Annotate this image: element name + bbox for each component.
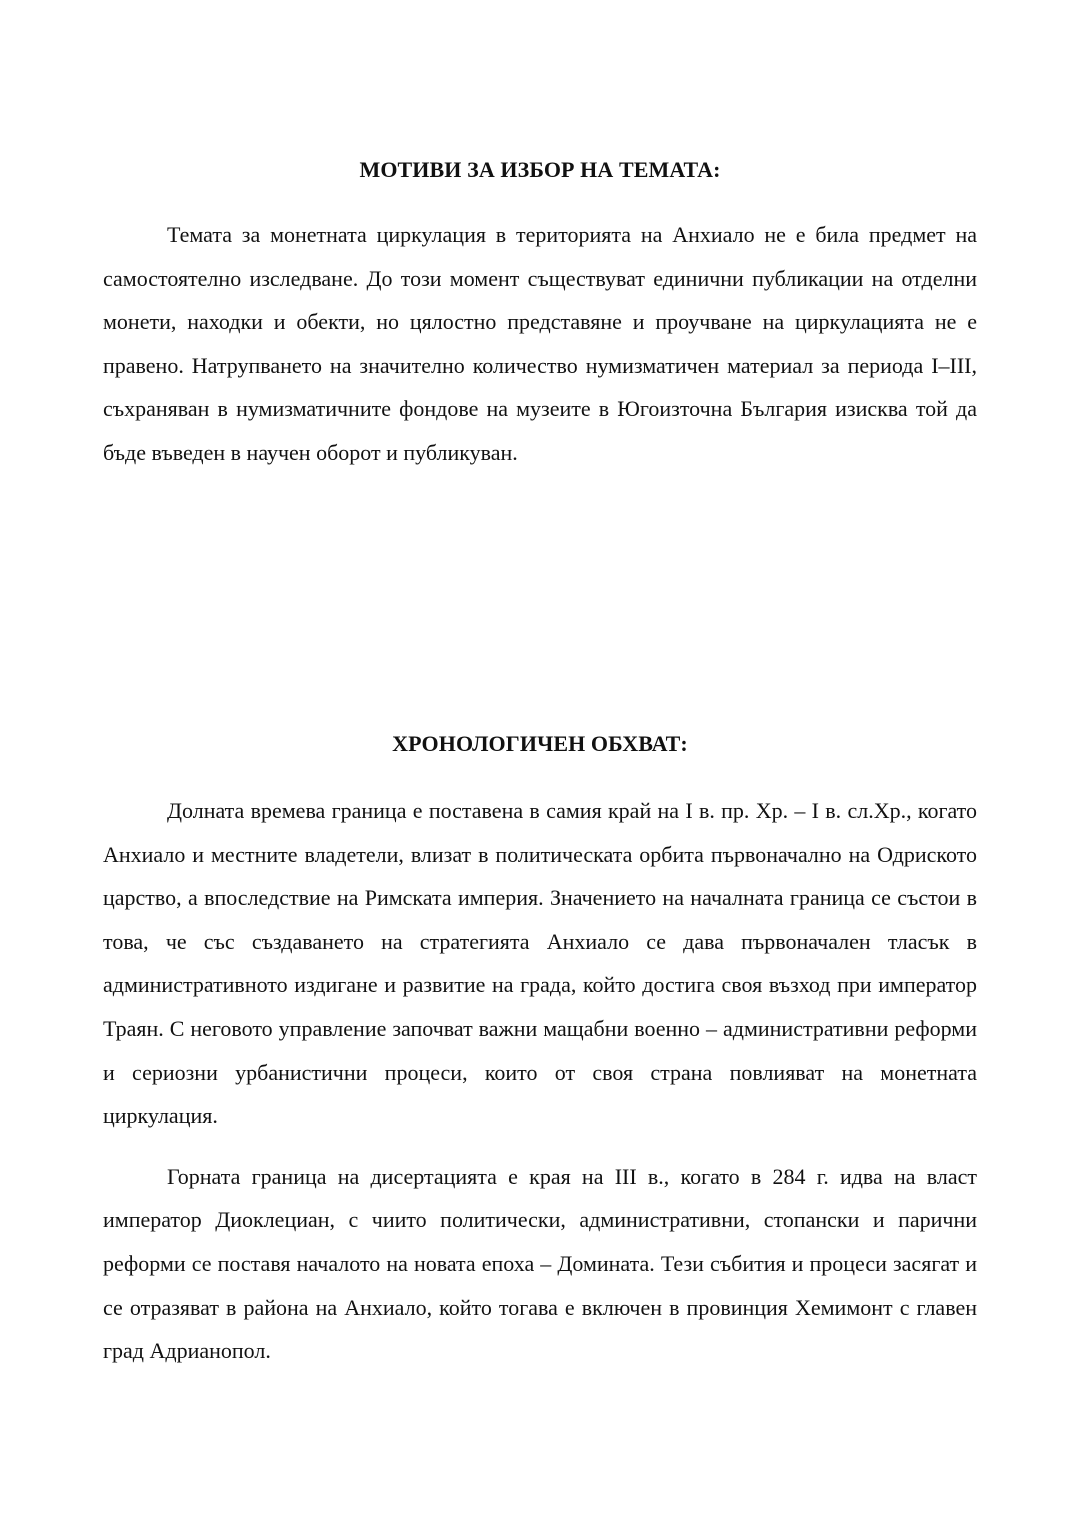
section-heading: МОТИВИ ЗА ИЗБОР НА ТЕМАТА:	[359, 157, 721, 182]
section-motives	[103, 154, 977, 475]
body-paragraph: Долната времева граница е поставена в самия край на I в. пр. Хр. – I в. сл.Хр., когато Анхиало и местните владетели, влизат в политическата орбита първоначално на Одриското царство, а впоследствие на Римската империя. Значението на началната граница се състои в това, че със създаването на стратегията Анхиало се дава първоначален тласък в административното издигане и развитие на града, който достига своя възход при император Траян. С неговото управление започват важни мащабни военно – административни реформи и сериозни урбанистични процеси, които от своя страна повлияват на монетната циркулация.	[103, 798, 977, 1129]
section-heading: ХРОНОЛОГИЧЕН ОБХВАТ:	[392, 731, 688, 756]
section-chronological-scope	[103, 728, 977, 1373]
body-paragraph: Темата за монетната циркулация в територията на Анхиало не е била предмет на самостоятелно изследване. До този момент съществуват единични публикации на отделни монети, находки и обекти, но цялостно представяне и проучване на циркулацията не е правено. Натрупването на значително количество нумизматичен материал за периода I–III, съхраняван в нумизматичните фондове на музеите в Югоизточна България изисква той да бъде въведен в научен оборот и публикуван.	[103, 222, 977, 465]
body-paragraph: Горната граница на дисертацията е края на III в., когато в 284 г. идва на власт император Диоклециан, с чиито политически, административни, стопански и парични реформи се поставя началото на новата епоха – Домината. Тези събития и процеси засягат и се отразяват в района на Анхиало, който тогава е включен в провинция Хемимонт с главен град Адрианопол.	[103, 1163, 977, 1364]
